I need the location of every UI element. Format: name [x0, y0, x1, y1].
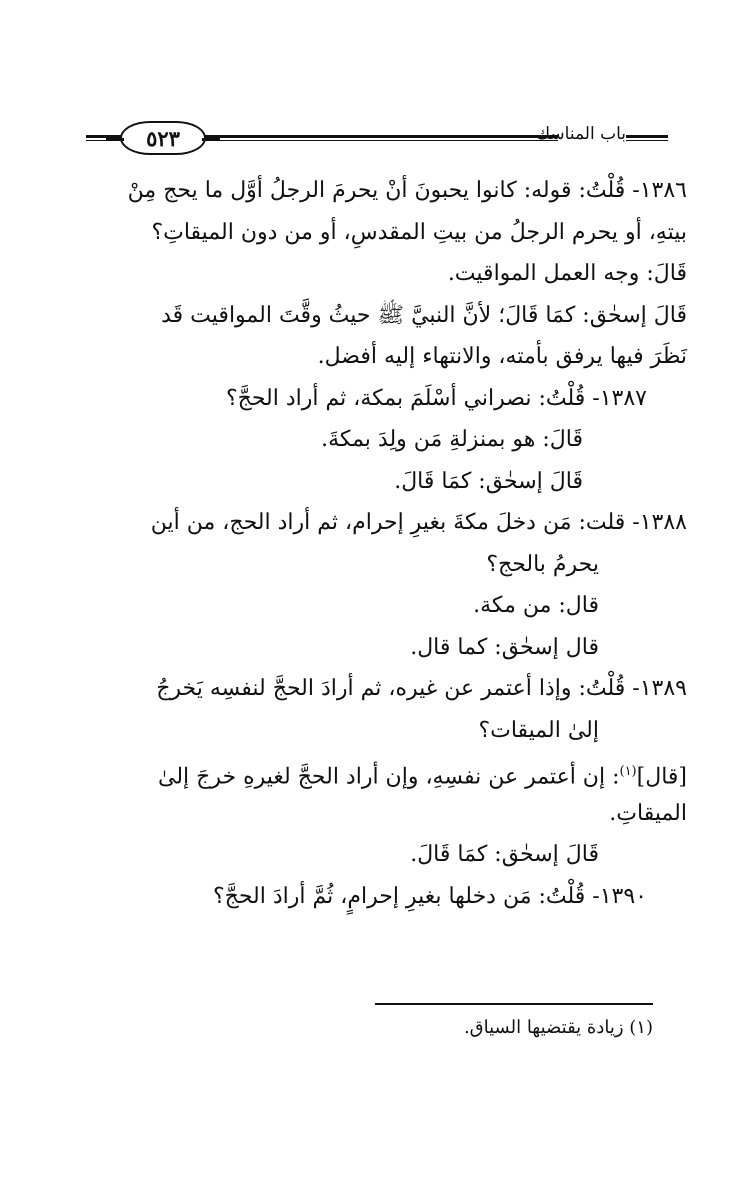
text-line: [67, 751, 687, 793]
text-line: الميقاتِ.: [609, 800, 687, 826]
text-line: بيتهِ، أو يحرم الرجلُ من بيتِ المقدسِ، أو من دون الميقاتِ؟: [151, 219, 687, 245]
text-line: ١٣٨٧- قُلْتُ: نصراني أسْلَمَ بمكة، ثم أراد الحجَّ؟: [225, 385, 647, 411]
page-number: ٥٢٣: [146, 125, 180, 151]
page-number-badge: [120, 121, 206, 155]
text-line: ١٣٨٨- قلت: مَن دخلَ مكةَ بغيرِ إحرام، ثم أراد الحج، من أين: [150, 510, 687, 535]
bracket-addition: [قال]: [636, 764, 687, 790]
text-line: ١٣٩٠- قُلْتُ: مَن دخلها بغيرِ إحرامٍ، ثُمَّ أرادَ الحجَّ؟: [212, 883, 647, 909]
text-line: قَالَ إسحٰق: كمَا قَالَ؛ لأنَّ النبيَّ ﷺ حيثُ وقَّتَ المواقيت قَد: [161, 302, 687, 328]
footnote-divider: [375, 1003, 653, 1005]
header-rule-right: [626, 135, 668, 141]
text-line: قَالَ إسحٰق: كمَا قَالَ.: [394, 468, 583, 494]
footnote: (١) زيادة يقتضيها السياق.: [463, 1017, 653, 1038]
main-text: [67, 170, 687, 917]
chapter-title: باب المناسك: [536, 124, 626, 144]
text-line: قَالَ: هو بمنزلةِ مَن ولِدَ بمكةَ.: [321, 427, 583, 452]
text-line: يحرمُ بالحج؟: [486, 551, 599, 577]
text-line-rest: : إن أعتمر عن نفسِهِ، وإن أراد الحجَّ لغيرهِ خرجَ إلىٰ: [158, 764, 620, 790]
text-line: قَالَ: وجه العمل المواقيت.: [447, 261, 687, 286]
text-line: قال إسحٰق: كما قال.: [410, 634, 599, 660]
text-line: ١٣٨٦- قُلْتُ: قوله: كانوا يحبونَ أنْ يحرمَ الرجلُ أوَّل ما يحج مِنْ: [127, 178, 687, 203]
running-header: [86, 118, 668, 158]
text-line: قال: من مكة.: [473, 593, 599, 618]
text-line: ١٣٨٩- قُلْتُ: وإذا أعتمر عن غيره، ثم أرادَ الحجَّ لنفسِه يَخرجُ: [156, 676, 687, 701]
header-rule-middle: [204, 135, 558, 141]
footnote-ref[interactable]: (١): [619, 764, 637, 779]
text-line: قَالَ إسحٰق: كمَا قَالَ.: [410, 842, 599, 867]
text-line: إلىٰ الميقات؟: [478, 717, 599, 743]
text-line: نَظَرَ فيها يرفق بأمته، والانتهاء إليه أفضل.: [317, 344, 687, 369]
